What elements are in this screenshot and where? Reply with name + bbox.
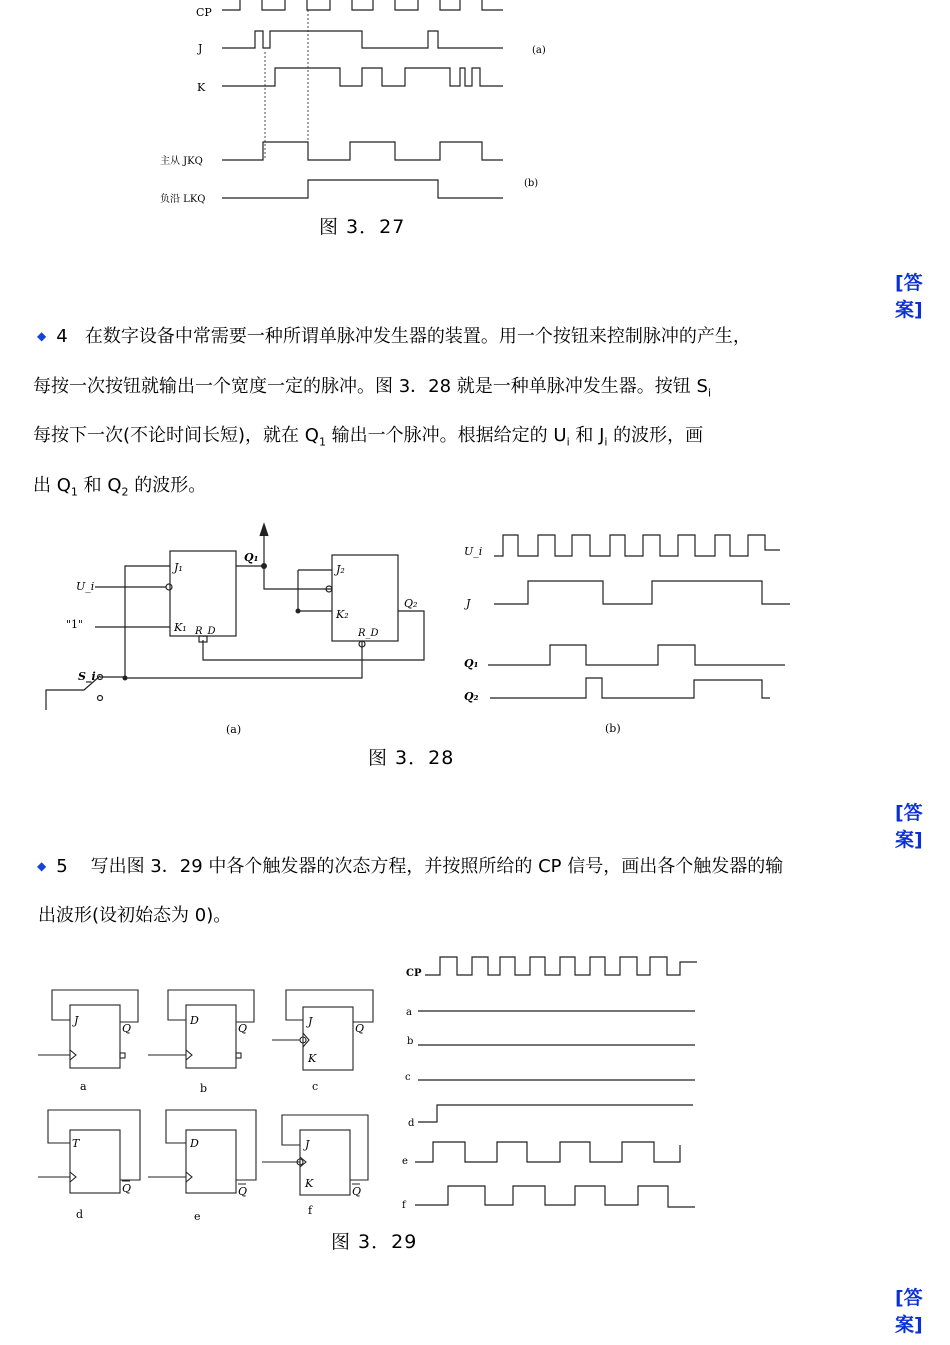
ff-c-q: Q bbox=[355, 1022, 365, 1035]
question-text: 每按一次按钮就输出一个宽度一定的脉冲。图 3．28 就是一种单脉冲发生器。按钮 S bbox=[33, 376, 708, 397]
wave-q2-label: Q₂ bbox=[464, 690, 479, 703]
ff1-k1-label: K₁ bbox=[174, 621, 187, 634]
subscript: 2 bbox=[121, 485, 129, 499]
ff-d-q: Q bbox=[122, 1182, 132, 1195]
wave329-cp-label: CP bbox=[406, 968, 422, 979]
ff-label-c: c bbox=[312, 1080, 319, 1093]
ff2-q2-label: Q₂ bbox=[404, 597, 418, 610]
input-one-label: "1" bbox=[66, 618, 84, 631]
wave-ui-label: U_i bbox=[464, 545, 483, 558]
question-number: 4 bbox=[56, 326, 68, 347]
question-4-line-2 bbox=[33, 378, 711, 399]
ff-f-qbar: Q bbox=[352, 1185, 362, 1198]
question-4-line-4 bbox=[33, 477, 206, 498]
subscript: i bbox=[604, 435, 608, 449]
ff-c-j: J bbox=[308, 1015, 313, 1028]
ff-d-t: T bbox=[72, 1137, 80, 1150]
question-text: 和 J bbox=[569, 425, 605, 446]
ff-label-b: b bbox=[200, 1082, 208, 1095]
ff-e-qbar: Q bbox=[238, 1185, 248, 1198]
fig328-sub-a: (a) bbox=[226, 723, 242, 736]
figure-caption-3-28: 图 3．28 bbox=[368, 747, 455, 769]
waveform-3-29 bbox=[400, 950, 710, 1210]
ff-label-a: a bbox=[80, 1080, 87, 1093]
subscript: 1 bbox=[70, 485, 78, 499]
ff-f-k: K bbox=[305, 1177, 314, 1190]
fig327-label-j: J bbox=[198, 42, 203, 55]
input-ui-label: U_i bbox=[76, 580, 95, 593]
bullet-icon: ◆ bbox=[37, 329, 47, 343]
wave329-c-label: c bbox=[405, 1072, 411, 1083]
wave329-e-label: e bbox=[402, 1156, 408, 1167]
ff-a-q: Q bbox=[122, 1022, 132, 1035]
timing-diagram-3-27 bbox=[150, 0, 710, 210]
fig328-sub-b: (b) bbox=[605, 722, 621, 735]
answer-link-4[interactable]: [答案] bbox=[895, 802, 923, 851]
question-text: 输出一个脉冲。根据给定的 U bbox=[325, 425, 567, 446]
wave-j-label: J bbox=[466, 597, 471, 610]
ff1-j1-label: J₁ bbox=[174, 561, 183, 574]
figure-caption-3-29: 图 3．29 bbox=[331, 1231, 418, 1253]
ff-b-q: Q bbox=[238, 1022, 248, 1035]
question-5-line-1 bbox=[37, 858, 783, 876]
ff-c-k: K bbox=[308, 1052, 317, 1065]
ff-label-f: f bbox=[308, 1204, 313, 1217]
question-text: 在数字设备中常需要一种所谓单脉冲发生器的装置。用一个按钮来控制脉冲的产生， bbox=[84, 326, 751, 347]
subscript: i bbox=[566, 435, 570, 449]
question-5-line-2 bbox=[38, 907, 231, 925]
switch-si-label: S_i bbox=[78, 670, 96, 683]
question-text: 的波形，画 bbox=[607, 425, 704, 446]
question-4-line-1 bbox=[37, 328, 751, 346]
circuit-diagram-3-28 bbox=[40, 520, 483, 740]
wave329-a-label: a bbox=[406, 1007, 412, 1018]
ff2-rd-label: R_D bbox=[358, 628, 379, 639]
question-text: 出 Q bbox=[33, 475, 71, 496]
ff-label-e: e bbox=[194, 1210, 201, 1223]
flipflop-diagrams-3-29 bbox=[36, 980, 396, 1223]
subscript: 1 bbox=[318, 435, 326, 449]
ff1-rd-label: R_D bbox=[195, 626, 216, 637]
fig327-label-jkq: 主从 JKQ bbox=[160, 156, 203, 167]
wave329-b-label: b bbox=[407, 1036, 414, 1047]
waveform-3-28 bbox=[460, 520, 800, 740]
ff2-j2-label: J₂ bbox=[336, 563, 345, 576]
ff-e-d: D bbox=[190, 1137, 199, 1150]
figure-caption-3-27: 图 3．27 bbox=[319, 216, 406, 238]
fig327-label-cp: CP bbox=[196, 6, 212, 19]
ff2-k2-label: K₂ bbox=[336, 608, 349, 621]
wave329-d-label: d bbox=[408, 1118, 415, 1129]
fig327-label-k: K bbox=[197, 81, 206, 94]
ff-f-j: J bbox=[305, 1138, 310, 1151]
subscript: i bbox=[707, 386, 712, 400]
question-4-line-3 bbox=[33, 427, 703, 448]
fig327-mark-a: (a) bbox=[532, 45, 546, 56]
wave329-f-label: f bbox=[402, 1200, 406, 1211]
question-text: 和 Q bbox=[77, 475, 122, 496]
question-text: 写出图 3．29 中各个触发器的次态方程，并按照所给的 CP 信号，画出各个触发器的输 bbox=[90, 856, 784, 877]
answer-link-3[interactable]: [答案] bbox=[895, 272, 923, 321]
question-text: 每按下一次(不论时间长短)，就在 Q bbox=[33, 425, 319, 446]
question-text: 出波形(设初始态为 0)。 bbox=[38, 905, 232, 926]
answer-link-5[interactable]: [答案] bbox=[895, 1287, 923, 1336]
question-text: 的波形。 bbox=[128, 475, 207, 496]
fig327-mark-b: (b) bbox=[524, 178, 539, 189]
ff-a-j: J bbox=[74, 1014, 79, 1027]
question-number: 5 bbox=[56, 856, 68, 877]
ff-label-d: d bbox=[76, 1208, 84, 1221]
ff1-q1-label: Q₁ bbox=[244, 551, 259, 564]
fig327-label-lkq: 负沿 LKQ bbox=[160, 194, 206, 205]
wave-q1-label: Q₁ bbox=[464, 657, 479, 670]
bullet-icon: ◆ bbox=[37, 859, 47, 873]
ff-b-d: D bbox=[190, 1014, 199, 1027]
